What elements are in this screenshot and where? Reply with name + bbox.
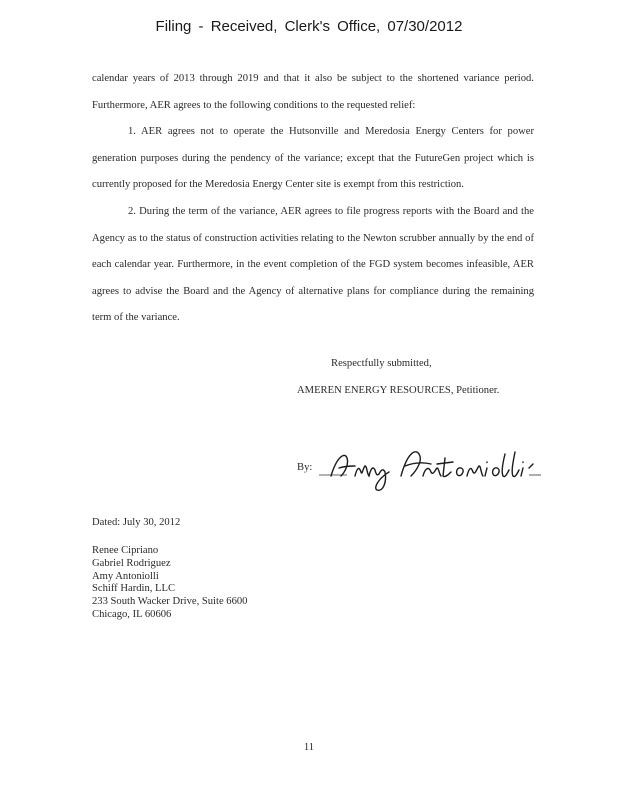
signature-block — [297, 448, 547, 498]
counsel-line: Chicago, IL 60606 — [92, 608, 172, 620]
respectfully-submitted: Respectfully submitted, — [331, 358, 432, 369]
by-label: By: — [297, 462, 313, 473]
counsel-line: Amy Antoniolli — [92, 570, 159, 582]
counsel-block — [92, 545, 247, 622]
signature-image — [319, 448, 549, 498]
paragraph-condition-1: 1. AER agrees not to operate the Hutsonville and Meredosia Energy Centers for power generation purposes during the pendency of the variance; except that the FutureGen project which is currently proposed for the Meredosia Energy Center site is exempt from this restriction. — [92, 126, 534, 191]
petitioner-name: AMEREN ENERGY RESOURCES, Petitioner. — [297, 385, 500, 396]
body-text — [92, 66, 534, 332]
dated-line: Dated: July 30, 2012 — [92, 517, 181, 528]
counsel-line: Gabriel Rodriguez — [92, 557, 171, 569]
counsel-line: Schiff Hardin, LLC — [92, 583, 176, 595]
filing-header-stamp: Filing - Received, Clerk's Office, 07/30/2012 — [155, 18, 463, 35]
paragraph-continuation: calendar years of 2013 through 2019 and that it also be subject to the shortened variance period. Furthermore, AER agrees to the following conditions to the requested relief: — [92, 73, 534, 111]
paragraph-condition-2: 2. During the term of the variance, AER agrees to file progress reports with the Board and the Agency as to the status of construction activities relating to the Newton scrubber annually by the end of each calendar year. Furthermore, in the event completion of the FGD system becomes infeasible, AER agrees to advise the Board and the Agency of alternative plans for compliance during the remaining term of the variance. — [92, 205, 534, 324]
counsel-line: 233 South Wacker Drive, Suite 6600 — [92, 596, 248, 608]
counsel-line: Renee Cipriano — [92, 545, 159, 556]
page-number: 11 — [303, 742, 315, 753]
